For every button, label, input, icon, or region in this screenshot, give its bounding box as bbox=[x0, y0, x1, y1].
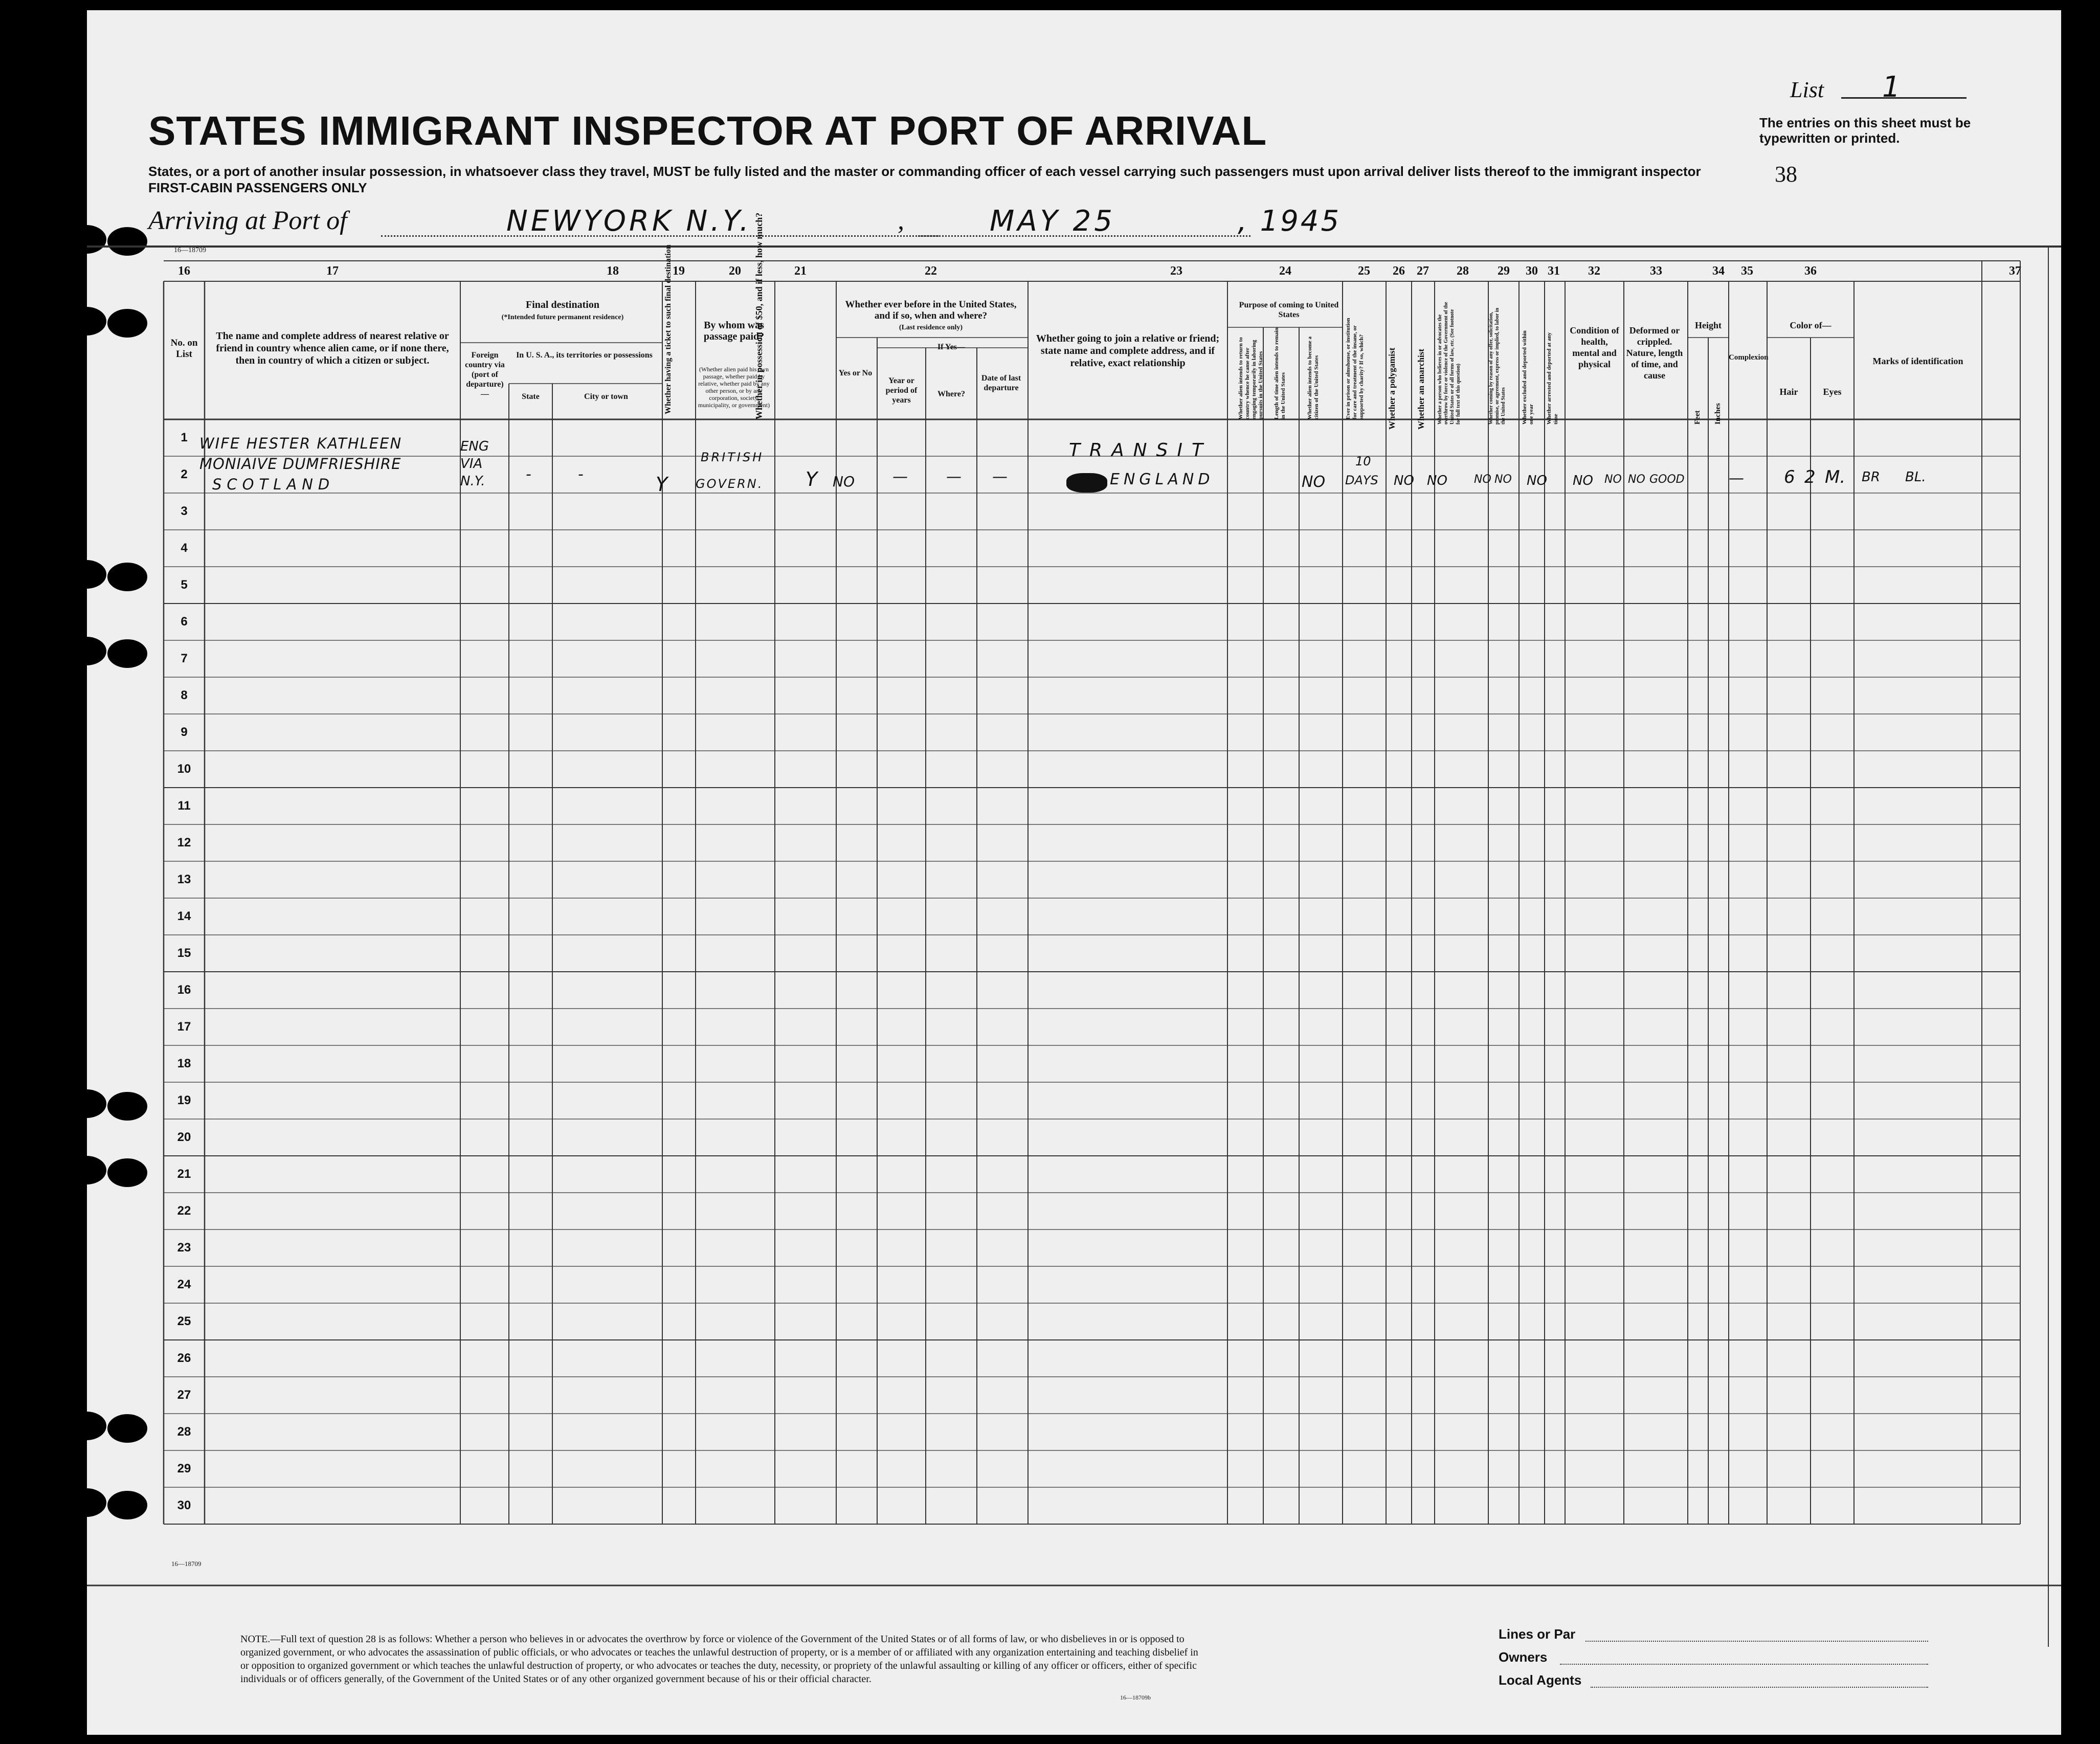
column-number: 19 bbox=[673, 264, 685, 278]
header-year: Year or period of years bbox=[885, 376, 918, 405]
header-height: Height bbox=[1695, 320, 1722, 330]
header-arrested: Whether arrested and deported at any time bbox=[1546, 332, 1559, 424]
entry-purpose-b-line1: 10 bbox=[1355, 454, 1371, 468]
entry-prison: NO bbox=[1427, 473, 1447, 488]
entry-foreign-line3: N.Y. bbox=[460, 474, 485, 489]
row-number: 22 bbox=[177, 1204, 191, 1218]
page-title: STATES IMMIGRANT INSPECTOR AT PORT OF ARRIVAL bbox=[148, 108, 1267, 153]
header-purpose-a: Whether alien intends to return to country whence he came after engaging temporarily in laboring pursuits in the United States bbox=[1238, 337, 1264, 419]
column-number: 37 bbox=[2009, 264, 2021, 278]
entry-feet: 6 bbox=[1784, 467, 1795, 487]
entry-anarchist: NO bbox=[1494, 473, 1512, 486]
entry-polygamist: NO bbox=[1474, 473, 1491, 486]
entry-fifty: Y bbox=[806, 468, 818, 490]
column-number: 27 bbox=[1417, 264, 1429, 278]
row-number: 23 bbox=[177, 1241, 191, 1255]
header-state: State bbox=[522, 392, 540, 401]
form-code-bottom: 16—18709 bbox=[171, 1560, 202, 1568]
header-deformed: Deformed or crippled. Nature, length of time, and cause bbox=[1626, 325, 1683, 381]
ink-blot bbox=[1066, 473, 1107, 493]
arrival-year: , 1945 bbox=[1238, 205, 1342, 238]
entry-arrested: NO bbox=[1628, 473, 1645, 486]
header-prison: Ever in prison or almshouse, or institution for care and treatment of the insane, or supported by charity? If so, which? bbox=[1345, 318, 1365, 419]
row-number: 7 bbox=[181, 652, 188, 665]
header-final-destination: Final destination bbox=[526, 299, 599, 310]
header-hair: Hair bbox=[1779, 387, 1798, 397]
row-number: 17 bbox=[177, 1020, 191, 1034]
row-number: 14 bbox=[177, 909, 191, 923]
entry-health: GOOD bbox=[1649, 473, 1685, 486]
header-eyes: Eyes bbox=[1823, 387, 1842, 397]
header-no-on-list: No. on List bbox=[170, 338, 198, 360]
row-number: 18 bbox=[177, 1057, 191, 1070]
sig-line-1[interactable] bbox=[1585, 1641, 1928, 1642]
entry-foreign-line1: ENG bbox=[460, 439, 489, 454]
sheet-note: The entries on this sheet must be typewritten or printed. bbox=[1759, 115, 1971, 146]
header-date-last: Date of last departure bbox=[981, 374, 1021, 392]
header-ever-before-note: (Last residence only) bbox=[899, 324, 963, 331]
port-value: NEWYORK N.Y. bbox=[506, 205, 752, 238]
entry-foreign-line2: VIA bbox=[460, 456, 483, 472]
header-city: City or town bbox=[584, 392, 628, 401]
row-number: 15 bbox=[177, 946, 191, 960]
header-ticket: Whether having a ticket to such final destination bbox=[664, 244, 673, 414]
entry-year: — bbox=[892, 468, 908, 486]
entry-where: — bbox=[946, 468, 962, 486]
column-number: 26 bbox=[1393, 264, 1405, 278]
column-number: 25 bbox=[1358, 264, 1370, 278]
comma: , bbox=[898, 206, 904, 235]
sheet-mark: 38 bbox=[1775, 162, 1797, 187]
header-join-relative: Whether going to join a relative or friend; state name and complete address, and if relative, exact relationship bbox=[1036, 333, 1220, 369]
entry-hair: BR bbox=[1862, 469, 1880, 485]
row-number: 3 bbox=[181, 504, 188, 518]
entry-purpose-a: NO bbox=[1302, 473, 1326, 491]
entry-excluded: NO bbox=[1604, 473, 1622, 486]
column-number: 28 bbox=[1457, 264, 1469, 278]
column-number: 36 bbox=[1804, 264, 1817, 278]
column-number: 17 bbox=[326, 264, 339, 278]
entry-date-last: — bbox=[992, 468, 1008, 486]
header-purpose-b: Length of time alien intends to remain in the United States bbox=[1274, 327, 1286, 419]
header-in-usa: In U. S. A., its territories or possessions bbox=[516, 351, 653, 360]
entry-overthrow: NO bbox=[1527, 473, 1547, 488]
entry-inches: 2 bbox=[1804, 467, 1816, 487]
header-where: Where? bbox=[937, 390, 965, 398]
entry-offer: NO bbox=[1573, 473, 1593, 488]
row-number: 16 bbox=[177, 983, 191, 997]
column-number: 24 bbox=[1279, 264, 1291, 278]
header-foreign-country: Foreign country via (port of departure)— bbox=[465, 351, 505, 398]
row-number: 25 bbox=[177, 1314, 191, 1328]
header-if-yes: If Yes— bbox=[937, 343, 966, 351]
column-number: 23 bbox=[1170, 264, 1182, 278]
row-number: 2 bbox=[181, 467, 188, 481]
entry-join-line2: ENGLAND bbox=[1110, 471, 1214, 488]
header-complexion: Complexion bbox=[1729, 353, 1769, 362]
row-number: 29 bbox=[177, 1462, 191, 1475]
header-marks: Marks of identification bbox=[1872, 356, 1963, 366]
header-ever-before: Whether ever before in the United States, and if so, when and where? bbox=[845, 299, 1017, 321]
entry-deformed: — bbox=[1729, 469, 1744, 487]
row-number: 13 bbox=[177, 873, 191, 886]
header-color-of: Color of— bbox=[1790, 320, 1831, 330]
column-number: 22 bbox=[925, 264, 937, 278]
footnote-code: 16—18709b bbox=[1120, 1694, 1151, 1701]
column-number: 31 bbox=[1548, 264, 1560, 278]
row-number: 28 bbox=[177, 1425, 191, 1439]
row-number: 24 bbox=[177, 1278, 191, 1291]
entry-relative-line1: WIFE HESTER KATHLEEN bbox=[199, 435, 403, 452]
row-number: 26 bbox=[177, 1351, 191, 1365]
column-number: 35 bbox=[1741, 264, 1753, 278]
header-yes-no: Yes or No bbox=[838, 369, 873, 377]
header-feet: Feet bbox=[1693, 410, 1702, 424]
header-relative: The name and complete address of nearest relative or friend in country whence alien came, or if none there, then in country of which a citizen or subject. bbox=[216, 330, 449, 366]
row-number: 1 bbox=[181, 431, 188, 444]
row-number: 4 bbox=[181, 541, 188, 555]
grid-lines bbox=[87, 10, 2061, 1647]
document-page bbox=[87, 10, 2061, 1735]
arrival-date: MAY 25 bbox=[990, 205, 1115, 238]
entry-purpose-c: NO bbox=[1394, 473, 1414, 488]
column-number: 29 bbox=[1498, 264, 1510, 278]
header-final-destination-note: (*Intended future permanent residence) bbox=[501, 314, 624, 321]
entry-complexion: M. bbox=[1825, 467, 1846, 487]
row-number: 27 bbox=[177, 1388, 191, 1402]
header-overthrow: Whether a person who believes in or advocates the overthrow by force or violence of the Government of the United States or of all forms of law, etc. (See footnote for full text of this question) bbox=[1437, 302, 1461, 424]
column-number: 30 bbox=[1526, 264, 1538, 278]
header-purpose-c: Whether alien intends to become a citizen of the United States bbox=[1307, 336, 1320, 419]
header-polygamist: Whether a polygamist bbox=[1387, 347, 1397, 430]
list-number: 1 bbox=[1882, 71, 1901, 104]
row-number: 21 bbox=[177, 1167, 191, 1181]
row-number: 9 bbox=[181, 725, 188, 739]
sig-line-2[interactable] bbox=[1560, 1664, 1928, 1665]
row-number: 10 bbox=[177, 762, 191, 776]
row-number: 5 bbox=[181, 578, 188, 592]
entry-city: - bbox=[578, 465, 584, 483]
sig-line-2-label: Owners bbox=[1499, 1649, 1548, 1665]
header-offer: Whether coming by reason of any offer, solicitation, promise, or agreement, express or implied, to labor in the United States bbox=[1488, 307, 1506, 424]
row-number: 8 bbox=[181, 688, 188, 702]
page-subtitle-2: FIRST-CABIN PASSENGERS ONLY bbox=[148, 180, 367, 195]
entry-state: - bbox=[526, 465, 531, 483]
column-number: 34 bbox=[1712, 264, 1725, 278]
header-inches: Inches bbox=[1714, 403, 1722, 424]
arriving-label: Arriving at Port of bbox=[148, 206, 347, 235]
entry-relative-line2: MONIAIVE DUMFRIESHIRE bbox=[199, 455, 401, 473]
sig-line-1-label: Lines or Par bbox=[1499, 1626, 1576, 1642]
header-passage-paid: By whom was passage paid? bbox=[703, 320, 765, 342]
footnote: NOTE.—Full text of question 28 is as follows: Whether a person who believes in or advocates the overthrow by force or violence of the Government of the United States or of all forms of law, or who disbelieves in or is opposed to organized government, or who advocates the assassination of public officials, or who advocates or teaches the unlawful destruction of property, or is a member of or affiliated with any organization entertaining and teaching disbelief in or opposition to organized government or which teaches the unlawful destruction of property, or who advocates or teaches the duty, necessity, or propriety of the unlawful assaulting or killing of any officer or officers, either of specific individuals or of officers generally, of the Government of the United States or of any other organized government because of his or their official character. bbox=[240, 1634, 1198, 1685]
entry-eyes: BL. bbox=[1905, 469, 1926, 485]
row-number: 6 bbox=[181, 615, 188, 629]
column-number: 33 bbox=[1650, 264, 1662, 278]
list-label: List bbox=[1790, 77, 1824, 102]
row-number: 19 bbox=[177, 1093, 191, 1107]
entry-paid-line1: BRITISH bbox=[701, 450, 764, 464]
entry-join-line1: TRANSIT bbox=[1069, 440, 1213, 461]
form-code-top: 16—18709 bbox=[174, 247, 206, 254]
column-number: 16 bbox=[178, 264, 190, 278]
entry-purpose-b-line2: DAYS bbox=[1345, 473, 1378, 487]
row-number: 12 bbox=[177, 836, 191, 849]
column-number: 20 bbox=[729, 264, 741, 278]
entry-before: NO bbox=[833, 473, 855, 490]
sig-line-3-label: Local Agents bbox=[1499, 1672, 1582, 1688]
entry-paid-line2: GOVERN. bbox=[696, 477, 764, 491]
sig-line-3[interactable] bbox=[1591, 1687, 1928, 1688]
header-purpose: Purpose of coming to United States bbox=[1239, 301, 1339, 319]
header-fifty-dollars: Whether in possession of $50, and if less, how much? bbox=[754, 212, 764, 419]
entry-ticket: Y bbox=[656, 473, 668, 496]
row-number: 20 bbox=[177, 1130, 191, 1144]
column-number: 32 bbox=[1588, 264, 1600, 278]
column-number: 21 bbox=[794, 264, 807, 278]
header-passage-note: (Whether alien paid his own passage, whether paid by relative, whether paid by any other person, or by any corporation, society, municipality, or government) bbox=[698, 366, 770, 409]
row-number: 11 bbox=[177, 799, 191, 813]
column-number: 18 bbox=[607, 264, 619, 278]
row-number: 30 bbox=[177, 1499, 191, 1512]
page-subtitle: States, or a port of another insular possession, in whatsoever class they travel, MUST be fully listed and the master or commanding officer of each vessel carrying such passengers must upon arrival deliver lists thereof to the immigrant inspector bbox=[148, 164, 1701, 179]
entry-relative-line3: SCOTLAND bbox=[212, 476, 335, 493]
manifest-grid bbox=[87, 10, 2061, 1647]
header-anarchist: Whether an anarchist bbox=[1416, 348, 1426, 430]
header-excluded: Whether excluded and deported within one year bbox=[1522, 330, 1534, 424]
header-health: Condition of health, mental and physical bbox=[1570, 325, 1619, 369]
